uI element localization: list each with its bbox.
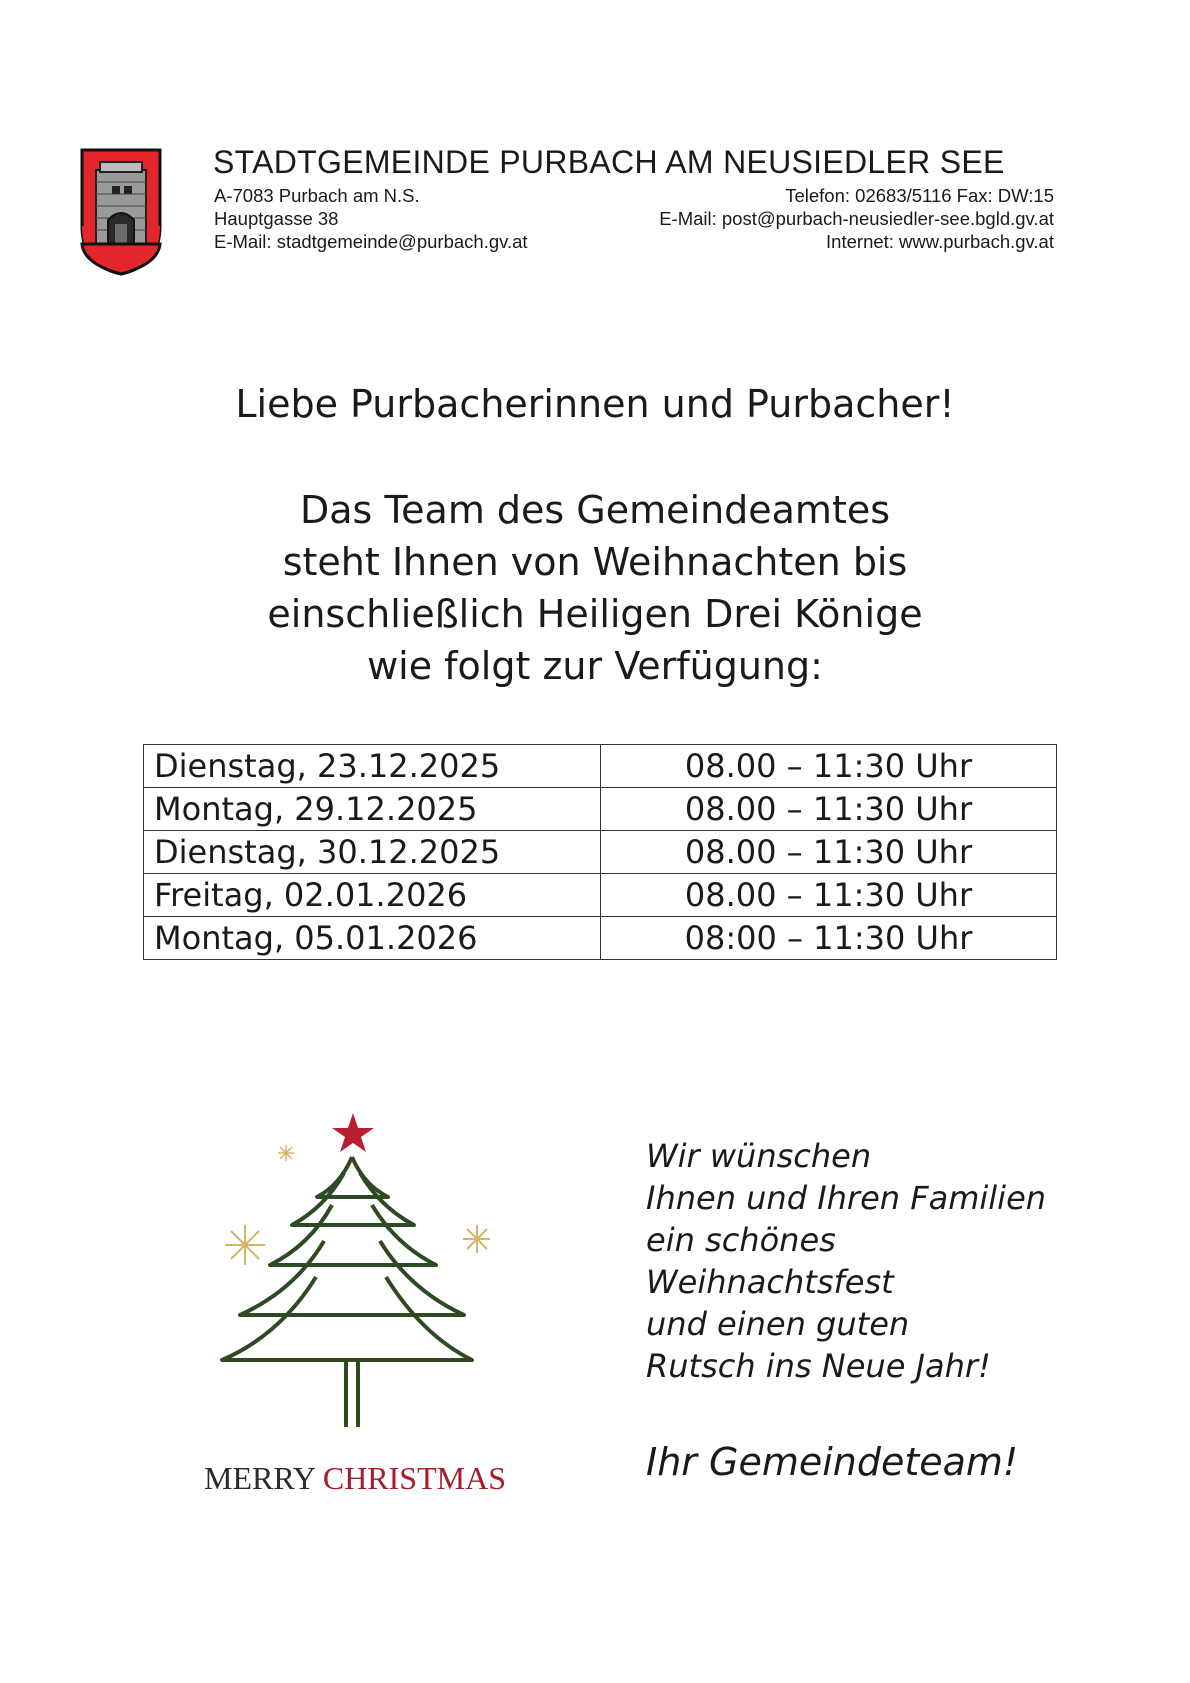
intro-line: Das Team des Gemeindeamtes [299,488,891,532]
table-row [144,874,1057,917]
schedule-day: Dienstag, 23.12.2025 [144,745,601,788]
merry-christmas-text [190,1460,520,1497]
schedule-day: Freitag, 02.01.2026 [144,874,601,917]
address-line-email: E-Mail: stadtgemeinde@purbach.gv.at [214,231,528,252]
schedule-time: 08:00 – 11:30 Uhr [601,917,1057,960]
contact-website: Internet: www.purbach.gv.at [826,231,1054,252]
schedule-time: 08.00 – 11:30 Uhr [601,788,1057,831]
wishes-line: Ihnen und Ihren Familien [646,1179,1047,1217]
table-row [144,831,1057,874]
wishes-line: Weihnachtsfest [646,1263,894,1301]
address-line-postcode: A-7083 Purbach am N.S. [214,185,420,206]
schedule-time: 08.00 – 11:30 Uhr [601,874,1057,917]
christmas-tree-icon [200,1105,490,1435]
table-row [144,788,1057,831]
snowflake-icon [463,1225,490,1253]
contact-email: E-Mail: post@purbach-neusiedler-see.bgld.gv.at [659,208,1054,229]
schedule-day: Montag, 29.12.2025 [144,788,601,831]
intro-line: steht Ihnen von Weihnachten bis [282,540,908,584]
snowflake-icon [278,1145,294,1161]
signature: Ihr Gemeindeteam! [646,1440,1019,1484]
wishes-line: Rutsch ins Neue Jahr! [646,1347,991,1385]
schedule-day: Dienstag, 30.12.2025 [144,831,601,874]
schedule-time: 08.00 – 11:30 Uhr [601,831,1057,874]
wishes-line: und einen guten [646,1305,910,1343]
schedule-time: 08.00 – 11:30 Uhr [601,745,1057,788]
christmas-word: CHRISTMAS [322,1460,506,1496]
wishes-line: Wir wünschen [646,1137,872,1175]
table-row [144,745,1057,788]
wishes-line: ein schönes [646,1221,836,1259]
intro-line: wie folgt zur Verfügung: [367,644,823,688]
intro-line: einschließlich Heiligen Drei Könige [267,592,923,636]
address-line-street: Hauptgasse 38 [214,208,339,229]
star-icon [332,1113,374,1152]
holiday-wishes [646,1135,1046,1387]
intro-paragraph [0,484,1190,692]
contact-phone-fax: Telefon: 02683/5116 Fax: DW:15 [785,185,1054,206]
greeting-heading: Liebe Purbacherinnen und Purbacher! [235,382,955,426]
table-row [144,917,1057,960]
merry-word: MERRY [204,1460,315,1496]
snowflake-icon [225,1225,265,1265]
coat-of-arms-icon [80,148,162,276]
opening-hours-table [143,744,1057,960]
schedule-day: Montag, 05.01.2026 [144,917,601,960]
organization-name: STADTGEMEINDE PURBACH AM NEUSIEDLER SEE [213,144,1005,180]
